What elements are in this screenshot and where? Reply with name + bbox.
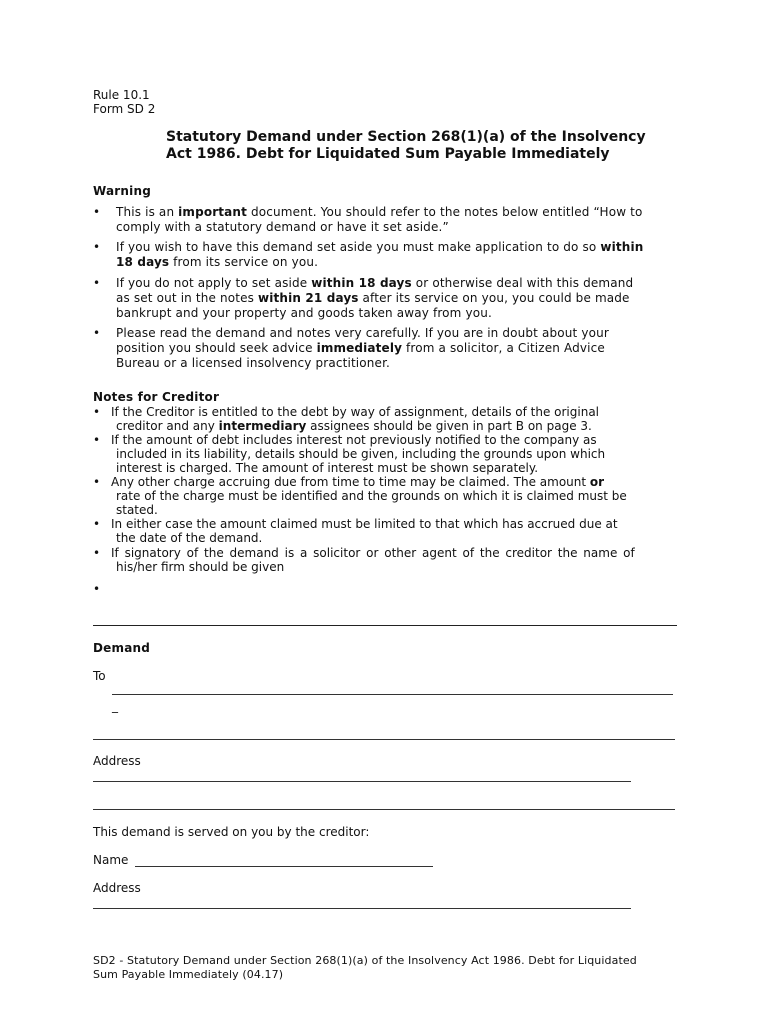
address-field-line-2[interactable] <box>93 809 675 810</box>
creditor-address-label: Address <box>93 881 141 895</box>
bullet-icon: • <box>93 276 101 290</box>
section-divider <box>93 625 677 626</box>
bullet-icon: • <box>93 517 101 531</box>
address-field-line[interactable] <box>93 781 631 782</box>
demand-heading: Demand <box>93 641 151 655</box>
form-reference: Form SD 2 <box>93 102 156 116</box>
to-label: To <box>93 669 106 683</box>
page-title <box>166 129 646 163</box>
bullet-icon: • <box>93 582 101 596</box>
bullet-icon: • <box>93 326 101 340</box>
bullet-icon: • <box>93 405 101 419</box>
bullet-icon: • <box>93 546 101 560</box>
footer-line-2: Sum Payable Immediately (04.17) <box>93 968 284 981</box>
warning-heading: Warning <box>93 184 152 198</box>
page-footer <box>93 954 637 982</box>
bullet-icon: • <box>93 475 101 489</box>
footer-line-1: SD2 - Statutory Demand under Section 268(1)(a) of the Insolvency Act 1986. Debt for Liquidated <box>93 954 637 967</box>
bullet-icon: • <box>93 240 101 254</box>
bullet-icon: • <box>93 433 101 447</box>
bullet-icon: • <box>93 205 101 219</box>
name-field-line[interactable] <box>135 866 433 867</box>
to-field-line[interactable] <box>112 694 673 695</box>
name-label: Name <box>93 853 129 867</box>
notes-heading: Notes for Creditor <box>93 390 220 404</box>
to-field-trailing: _ <box>112 699 118 713</box>
creditor-address-field-line[interactable] <box>93 908 631 909</box>
served-by-creditor-text: This demand is served on you by the creditor: <box>93 825 370 839</box>
to-field-line-2[interactable] <box>93 739 675 740</box>
address-label: Address <box>93 754 141 768</box>
title-line-2: Act 1986. Debt for Liquidated Sum Payable Immediately <box>166 146 610 162</box>
title-line-1: Statutory Demand under Section 268(1)(a) of the Insolvency <box>166 129 646 145</box>
rule-reference: Rule 10.1 <box>93 88 150 102</box>
